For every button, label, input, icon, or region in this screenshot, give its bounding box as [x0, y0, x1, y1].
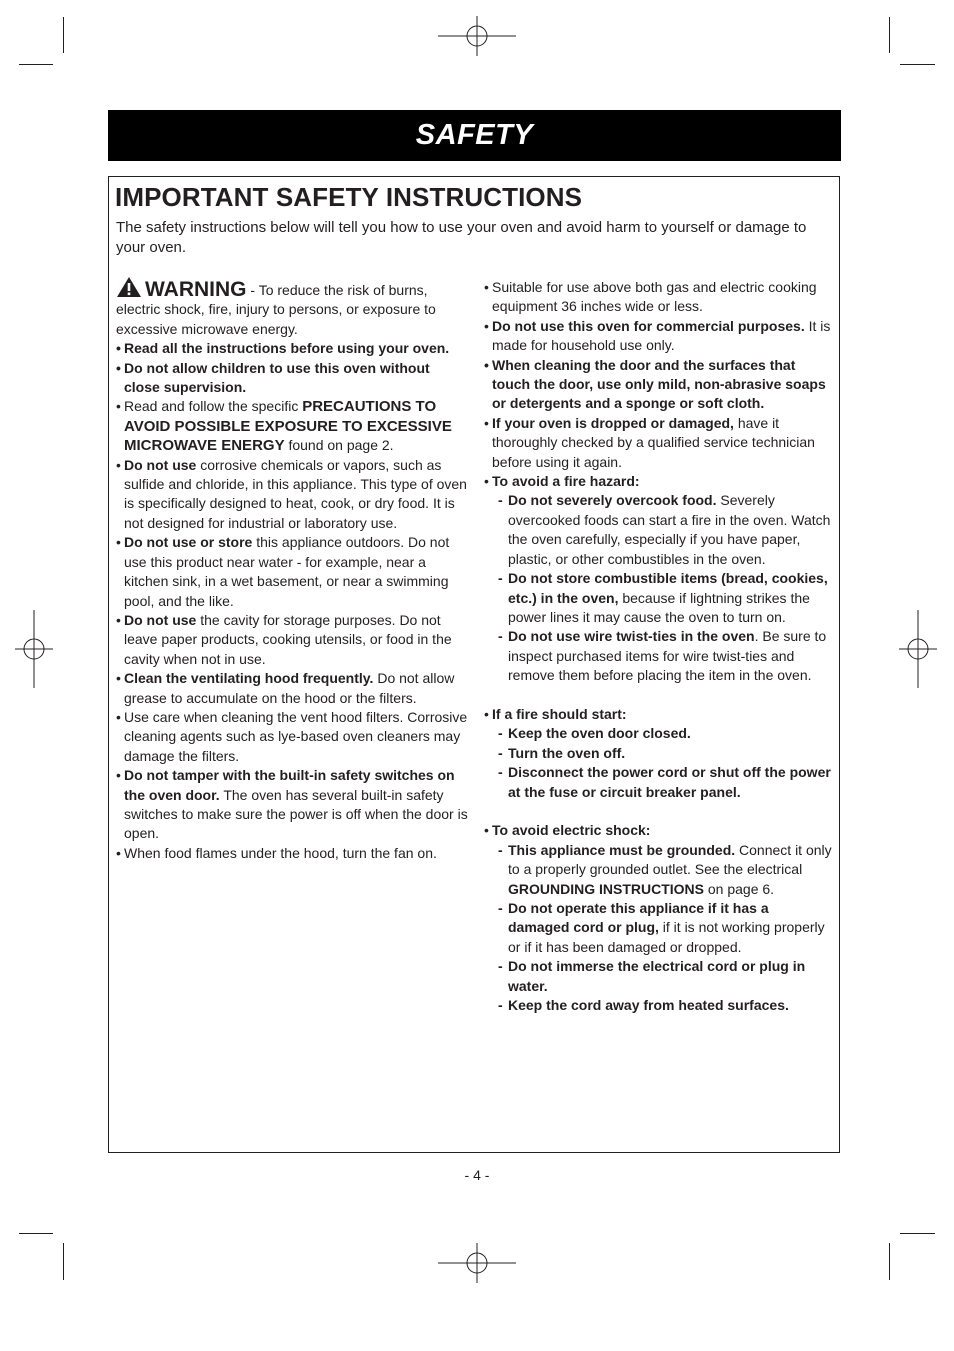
registration-mark-bottom — [438, 1243, 516, 1283]
sub-item: - Turn the oven off. — [492, 744, 832, 763]
sub-item — [492, 841, 832, 899]
list-item: • Use care when cleaning the vent hood filters. Corrosive cleaning agents such as lye-based oven cleaners may damage the filters. — [116, 708, 468, 766]
fire-hazard-section — [484, 472, 832, 685]
list-item-bold: Do not use — [124, 456, 197, 473]
list-item-bold: Clean the ventilating hood frequently. — [124, 670, 374, 687]
list-item-text: corrosive chemicals or vapors, such as sulfide and chloride, in this appliance. This type of oven is specifically designed to heat, cook, or dry food. It is not designed for industrial or laboratory use. — [124, 456, 467, 531]
warning-block — [116, 276, 468, 339]
sub-item: - Do not immerse the electrical cord or plug in water. — [492, 957, 832, 996]
sub-item: - Disconnect the power cord or shut off the power at the fuse or circuit breaker panel. — [492, 763, 832, 802]
list-item-bold: Do not use or store — [124, 534, 253, 551]
list-item-bold: If your oven is dropped or damaged, — [492, 414, 734, 431]
crop-mark — [900, 64, 935, 65]
sub-item: - Keep the cord away from heated surfaces. — [492, 996, 832, 1015]
crop-mark — [889, 1243, 890, 1280]
list-item-bold: Do not use — [124, 611, 197, 628]
sub-item — [492, 569, 832, 627]
sub-item-bold: Do not store combustible items (bread, cookies, etc.) in the oven, — [508, 570, 828, 606]
crop-mark — [889, 17, 890, 53]
sub-item — [492, 627, 832, 685]
list-item: • When food flames under the hood, turn the fan on. — [116, 844, 468, 863]
list-item — [116, 669, 468, 708]
registration-mark-left — [15, 610, 53, 688]
fire-start-section — [484, 705, 832, 802]
electric-shock-section — [484, 821, 832, 1015]
list-item: • Read all the instructions before using your oven. — [116, 339, 468, 358]
sub-item-bold: Do not operate this appliance if it has a damaged cord or plug, — [508, 899, 769, 936]
list-item-text: The oven has several built-in safety switches to make sure the power is off when the door is open. — [124, 786, 468, 842]
list-item-text: the cavity for storage purposes. Do not leave paper products, cooking utensils, or food in the cavity when not in use. — [124, 611, 452, 667]
sub-item — [492, 899, 832, 957]
list-item-text: found on page 2. — [284, 437, 394, 454]
list-item — [484, 414, 832, 472]
list-item — [116, 456, 468, 534]
list-item — [116, 611, 468, 669]
list-item-bold: Do not use this oven for commercial purposes. — [492, 317, 805, 334]
section-banner — [108, 110, 841, 161]
section-heading: • If a fire should start: — [492, 705, 627, 722]
sub-item-text: Severely overcooked foods can start a fire in the oven. Watch the oven carefully, especially if you have paper, plastic, or other combustibles in the oven. — [508, 492, 831, 567]
sub-item-text: because if lightning strikes the power lines it may cause the oven to turn on. — [508, 589, 810, 625]
sub-item — [492, 491, 832, 569]
list-item-bold: Do not tamper with the built-in safety switches on the oven door. — [124, 767, 455, 803]
section-heading: • To avoid a fire hazard: — [492, 473, 640, 490]
sub-item-bold: This appliance must be grounded. — [508, 841, 736, 858]
list-item: • When cleaning the door and the surfaces that touch the door, use only mild, non-abrasive soaps or detergents and a sponge or soft cloth. — [484, 356, 832, 414]
page-number: - 4 - — [464, 1167, 490, 1183]
list-item-text: this appliance outdoors. Do not use this product near water - for example, near a kitchen sink, in a wet basement, or near a swimming pool, and the like. — [124, 534, 450, 609]
sub-item-bold: Do not severely overcook food. — [508, 492, 717, 509]
list-item — [116, 397, 468, 455]
list-item: • Do not allow children to use this oven without close supervision. — [116, 359, 468, 398]
registration-mark-top — [438, 16, 516, 56]
right-column — [484, 278, 832, 1015]
left-column — [116, 276, 468, 863]
warning-title: WARNING — [145, 278, 247, 301]
section-title: SAFETY — [415, 119, 534, 151]
sub-item-bold: GROUNDING INSTRUCTIONS — [508, 880, 704, 897]
warning-text: - To reduce the risk of burns, electric shock, fire, injury to persons, or exposure to excessive microwave energy. — [116, 282, 436, 337]
sub-item-text: on page 6. — [704, 880, 775, 897]
crop-mark — [19, 1233, 53, 1234]
intro-text: The safety instructions below will tell you how to use your oven and avoid harm to yourself or damage to your oven. — [116, 219, 807, 256]
list-item-text: It is made for household use only. — [492, 317, 831, 354]
warning-triangle-icon — [116, 276, 142, 298]
crop-mark — [19, 64, 53, 65]
sub-item: - Keep the oven door closed. — [492, 724, 832, 743]
list-item-text: have it thoroughly checked by a qualified service technician before using it again. — [492, 414, 815, 470]
sub-item-text: if it is not working properly or if it has been damaged or dropped. — [508, 919, 825, 955]
list-item — [116, 533, 468, 611]
page-heading: IMPORTANT SAFETY INSTRUCTIONS — [115, 182, 583, 212]
list-item-text: Do not allow grease to accumulate on the hood or the filters. — [124, 670, 455, 706]
crop-mark — [63, 17, 64, 53]
list-item-bold: PRECAUTIONS TO AVOID POSSIBLE EXPOSURE TO EXCESSIVE MICROWAVE ENERGY — [124, 398, 452, 455]
list-item — [116, 766, 468, 844]
crop-mark — [900, 1233, 935, 1234]
section-heading: • To avoid electric shock: — [492, 822, 651, 839]
crop-mark — [63, 1243, 64, 1280]
list-item-text: Read and follow the specific — [124, 398, 303, 415]
sub-item-bold: Do not use wire twist-ties in the oven — [508, 628, 755, 645]
registration-mark-right — [899, 610, 937, 688]
sub-item-text: Connect it only to a properly grounded outlet. See the electrical — [508, 841, 832, 878]
sub-item-text: . Be sure to inspect purchased items for wire twist-ties and remove them before placing the item in the oven. — [508, 628, 827, 684]
list-item — [484, 317, 832, 356]
list-item: • Suitable for use above both gas and electric cooking equipment 36 inches wide or less. — [484, 278, 832, 317]
